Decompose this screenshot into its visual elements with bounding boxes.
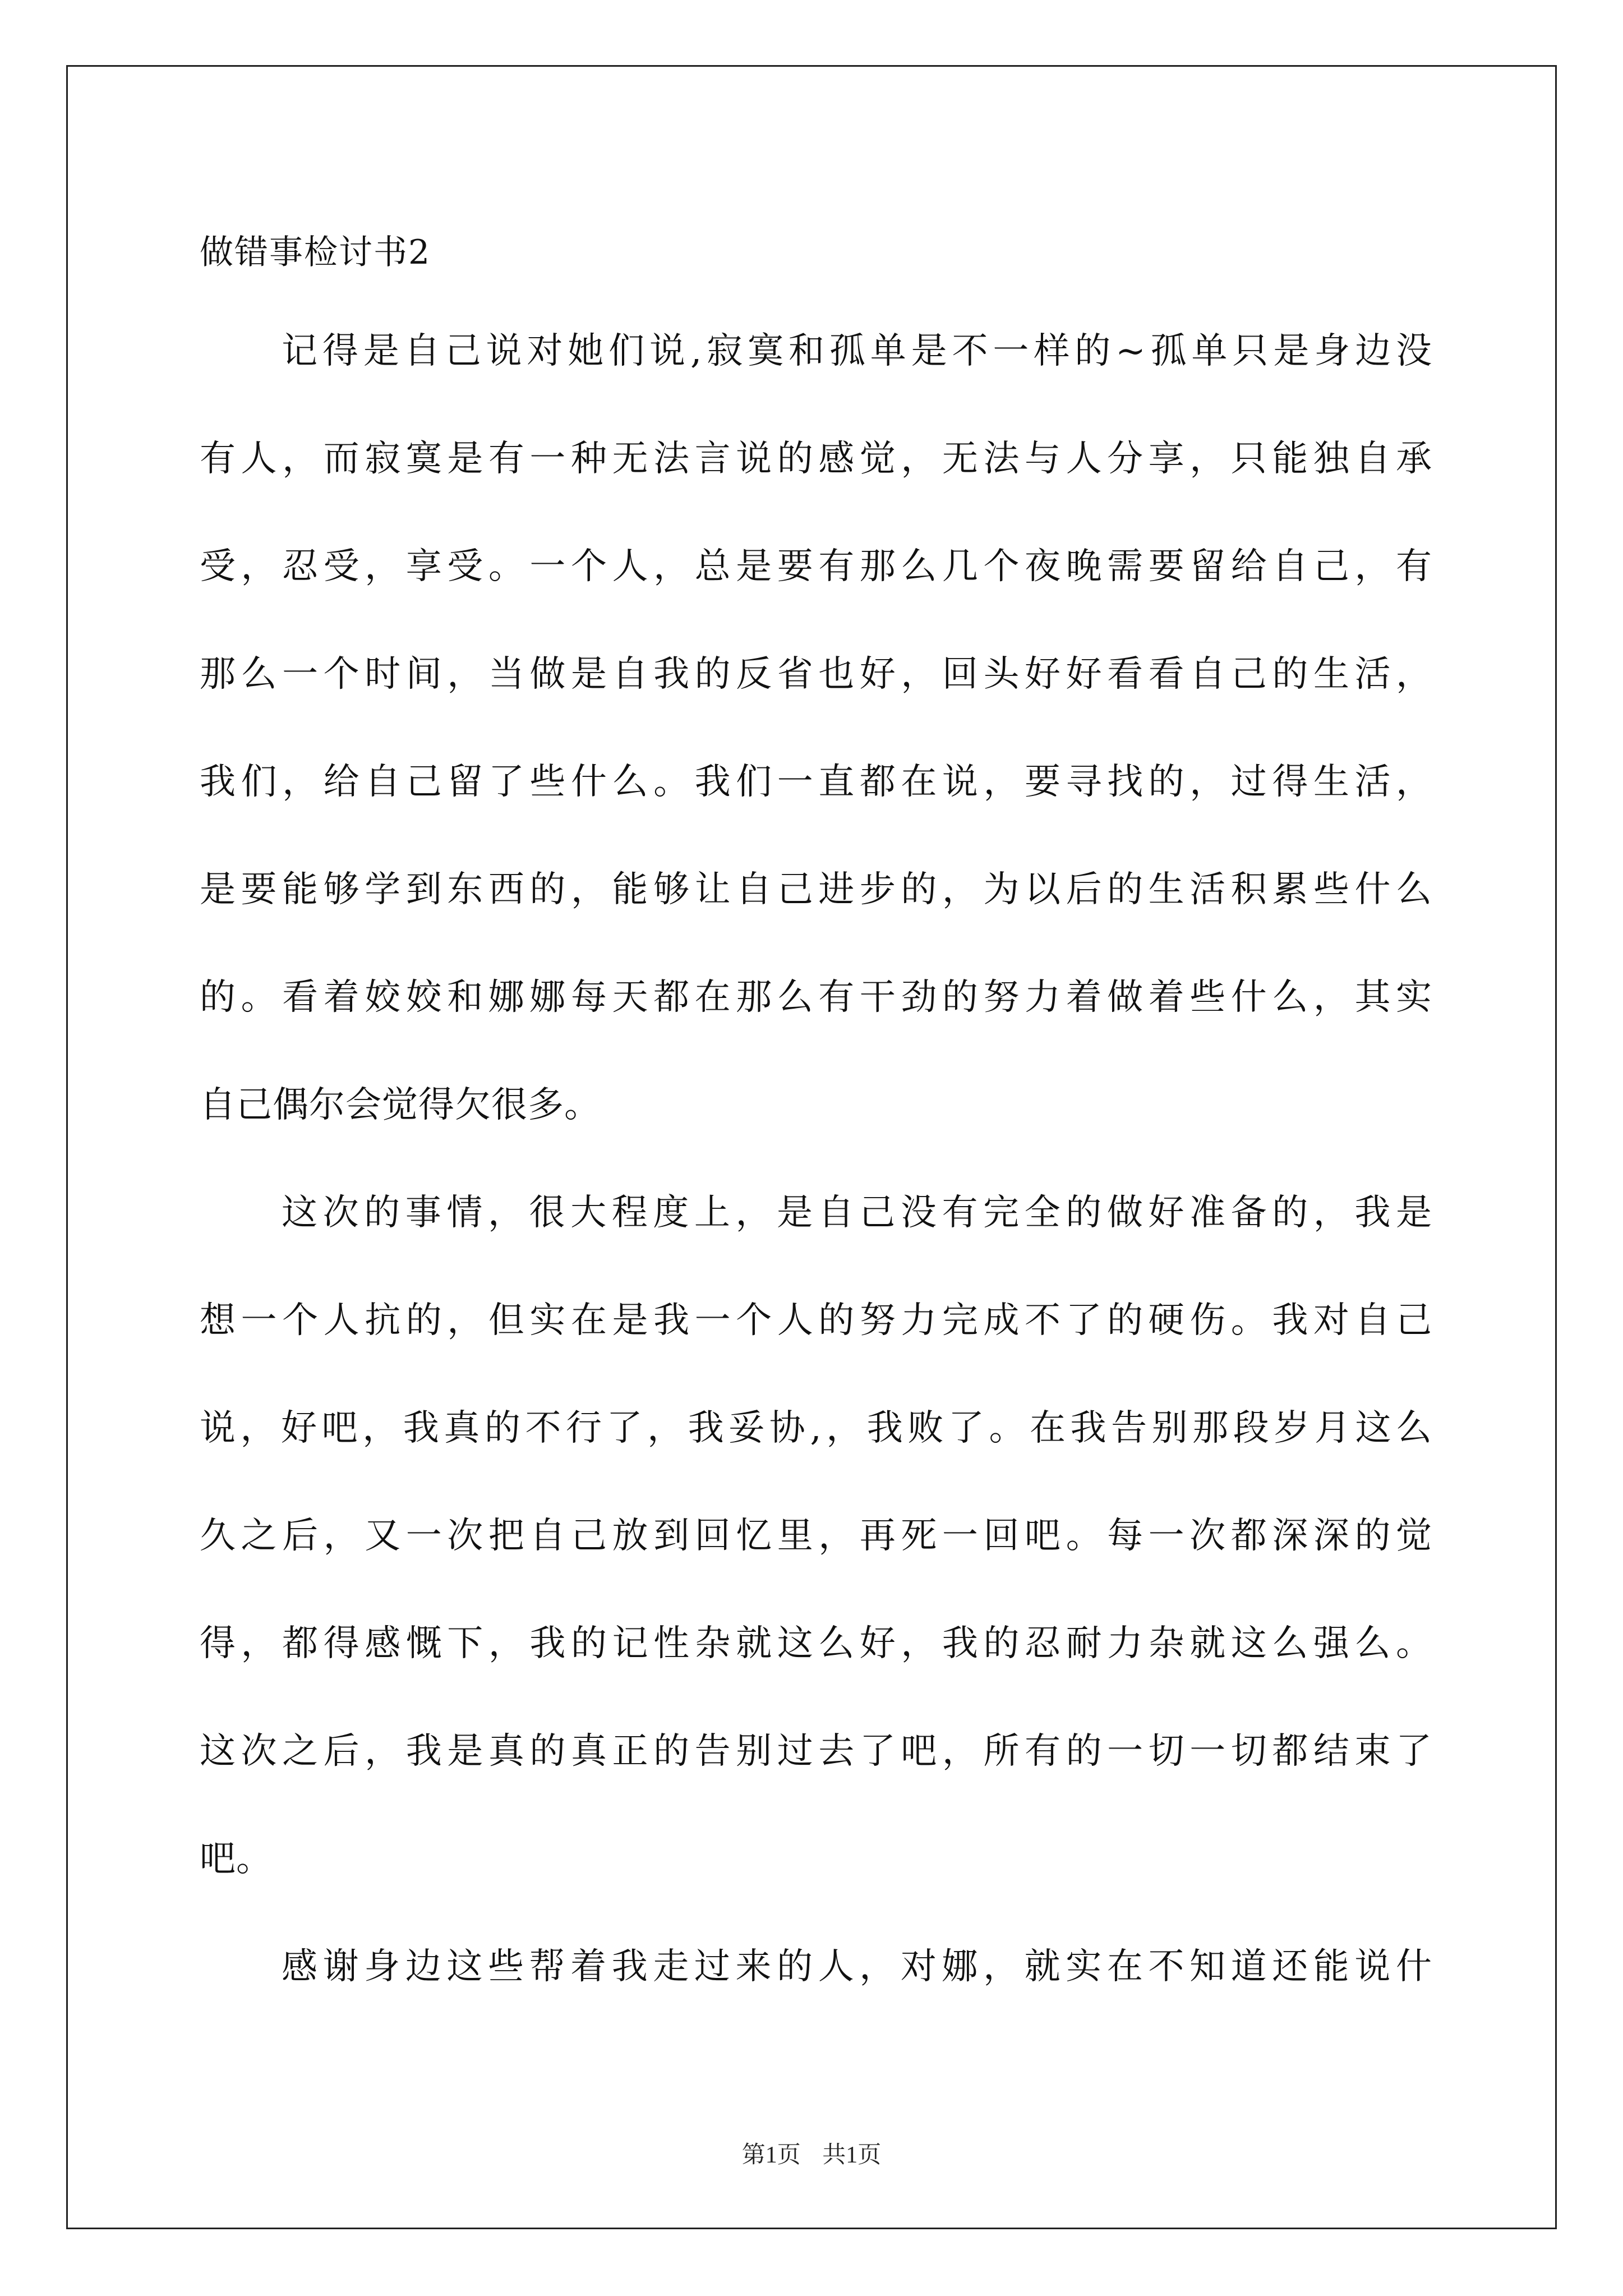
page-number: 第1页 xyxy=(741,2142,801,2168)
paragraph-line: 自己偶尔会觉得欠很多。 xyxy=(200,1084,601,1126)
paragraph-3 xyxy=(200,1913,1432,2021)
paragraph-line: 想一个人抗的，但实在是我一个人的努力完成不了的硬伤。我对自己 xyxy=(200,1300,1432,1341)
paragraph-line: 受，忍受，享受。一个人，总是要有那么几个夜晚需要留给自己，有 xyxy=(200,546,1432,587)
paragraph-line: 得，都得感慨下，我的记性杂就这么好，我的忍耐力杂就这么强么。 xyxy=(200,1623,1432,1664)
paragraph-line: 吧。 xyxy=(200,1838,273,1880)
page-footer xyxy=(0,2136,1623,2170)
paragraph-line: 这次之后，我是真的真正的告别过去了吧，所有的一切一切都结束了 xyxy=(200,1731,1432,1772)
paragraph-2 xyxy=(200,1159,1432,1913)
page-total: 共1页 xyxy=(822,2142,882,2168)
paragraph-line: 有人，而寂寞是有一种无法言说的感觉，无法与人分享，只能独自承 xyxy=(200,438,1432,480)
paragraph-line: 感谢身边这些帮着我走过来的人，对娜，就实在不知道还能说什 xyxy=(282,1946,1432,1987)
paragraph-line: 这次的事情，很大程度上，是自己没有完全的做好准备的，我是 xyxy=(282,1192,1432,1234)
paragraph-line: 的。看着姣姣和娜娜每天都在那么有干劲的努力着做着些什么，其实 xyxy=(200,977,1432,1018)
paragraph-line: 久之后，又一次把自己放到回忆里，再死一回吧。每一次都深深的觉 xyxy=(200,1515,1432,1557)
paragraph-line: 那么一个时间，当做是自我的反省也好，回头好好看看自己的生活， xyxy=(200,654,1432,695)
document-title: 做错事检讨书2 xyxy=(200,233,431,272)
paragraph-line: 是要能够学到东西的，能够让自己进步的，为以后的生活积累些什么 xyxy=(200,869,1432,910)
paragraph-line: 说，好吧，我真的不行了，我妥协,，我败了。在我告别那段岁月这么 xyxy=(200,1407,1432,1449)
paragraph-1 xyxy=(200,297,1432,1159)
paragraph-line: 记得是自己说对她们说,寂寞和孤单是不一样的~孤单只是身边没 xyxy=(282,330,1432,372)
paragraph-line: 我们，给自己留了些什么。我们一直都在说，要寻找的，过得生活， xyxy=(200,761,1432,803)
document-body xyxy=(200,208,1432,2021)
